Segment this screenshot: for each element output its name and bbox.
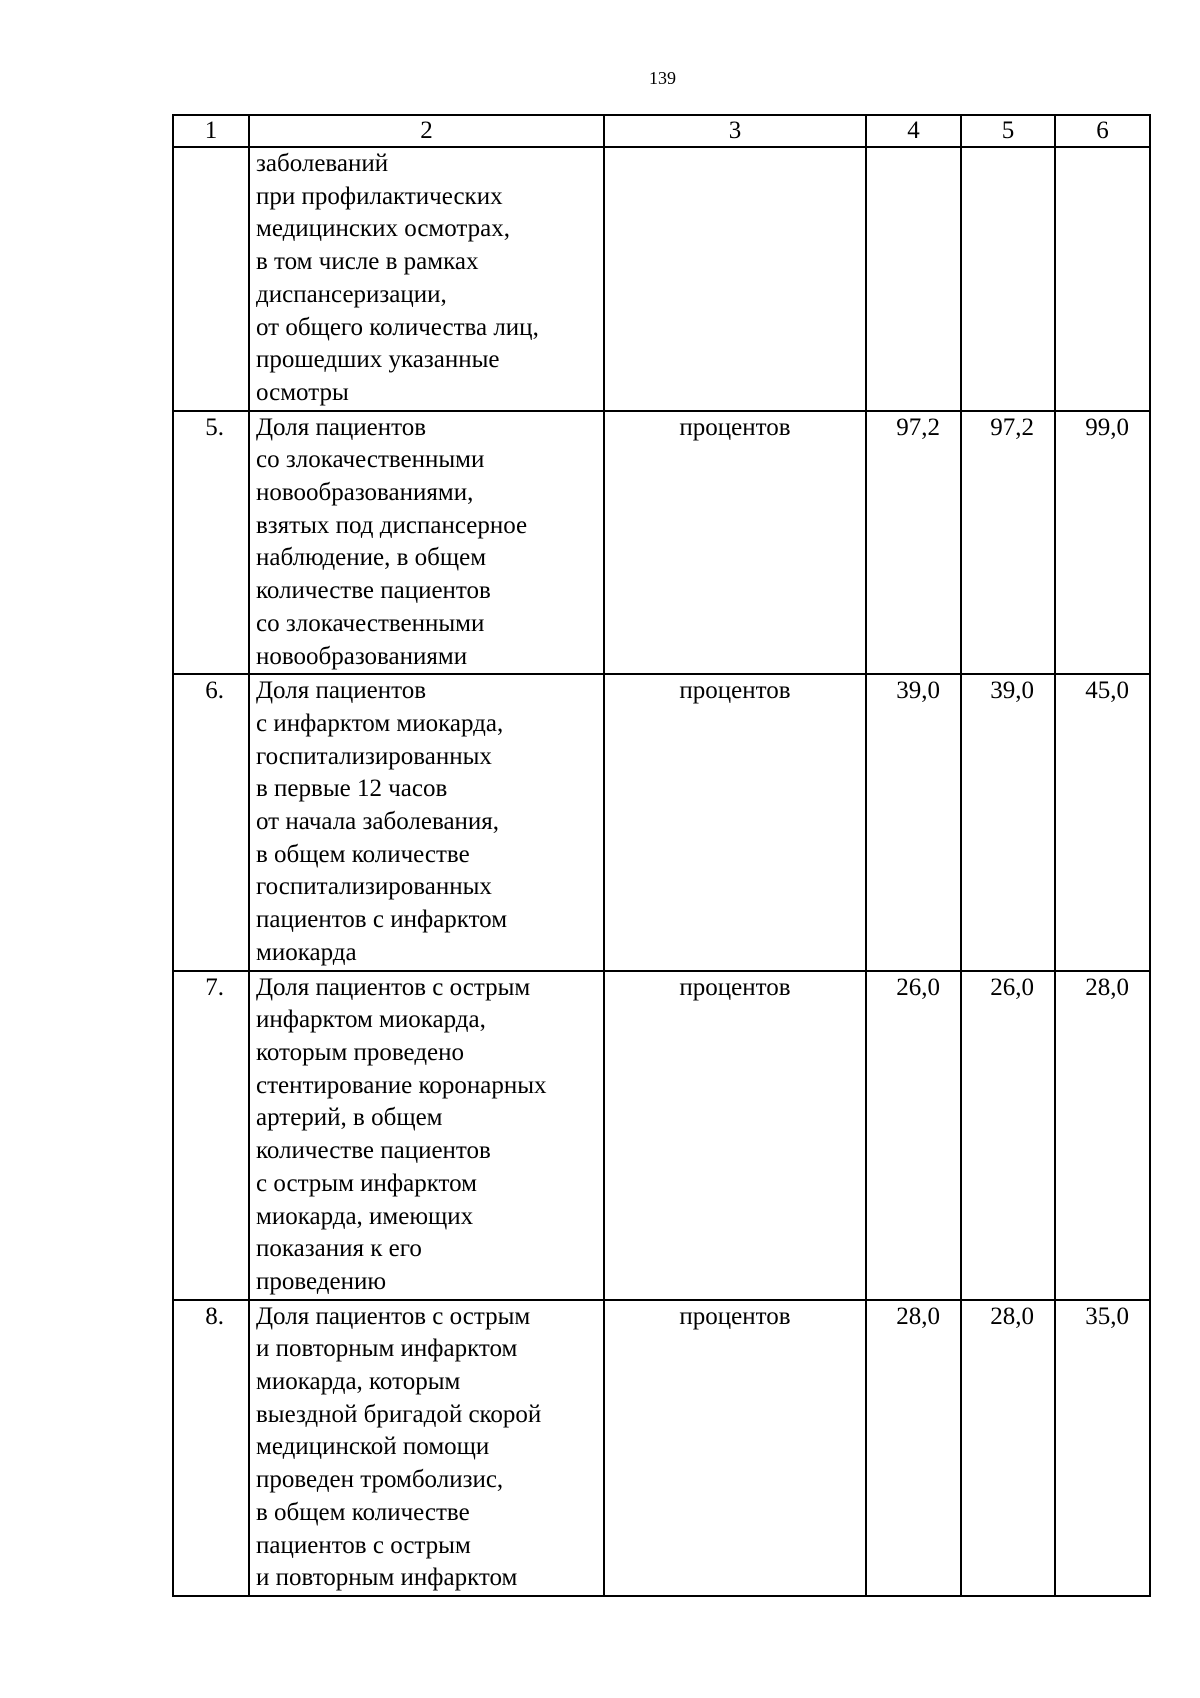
description-line: от начала заболевания, [256, 808, 500, 836]
header-cell: 4 [866, 115, 961, 147]
row-number-cell: 6. [173, 674, 249, 970]
header-cell: 6 [1055, 115, 1150, 147]
header-cell: 1 [173, 115, 249, 147]
description-line: осмотры [256, 378, 349, 406]
table-row [173, 971, 1150, 1300]
description-line: показания к его [256, 1235, 422, 1263]
description-line: миокарда, которым [256, 1368, 461, 1396]
description-line: с инфарктом миокарда, [256, 709, 504, 737]
value-cell-col5: 39,0 [961, 674, 1055, 970]
value-cell-col6: 45,0 [1055, 674, 1150, 970]
table-row [173, 1300, 1150, 1596]
page-number: 139 [649, 68, 676, 88]
description-line: выездной бригадой скорой [256, 1400, 542, 1428]
value-cell-col4: 97,2 [866, 411, 961, 675]
description-line: пациентов с острым [256, 1531, 471, 1559]
unit-cell: процентов [604, 674, 866, 970]
value-cell-col5: 97,2 [961, 411, 1055, 675]
description-line: медицинской помощи [256, 1433, 490, 1461]
description-line: Доля пациентов с острым [256, 1302, 531, 1330]
header-cell: 2 [249, 115, 604, 147]
header-row [173, 115, 1150, 147]
value-cell-col4: 26,0 [866, 971, 961, 1300]
description-line: инфарктом миокарда, [256, 1006, 486, 1034]
description-line: госпитализированных [256, 742, 492, 770]
unit-cell [604, 147, 866, 411]
unit-cell: процентов [604, 1300, 866, 1596]
description-line: артерий, в общем [256, 1104, 443, 1132]
description-line: и повторным инфарктом [256, 1335, 518, 1363]
description-line: количестве пациентов [256, 1137, 491, 1165]
description-line: взятых под диспансерное [256, 511, 528, 539]
table-row [173, 147, 1150, 411]
row-number-cell: 7. [173, 971, 249, 1300]
description-line: стентирование коронарных [256, 1071, 547, 1099]
row-number-cell [173, 147, 249, 411]
value-cell-col6 [1055, 147, 1150, 411]
description-line: заболеваний [256, 150, 389, 177]
description-line: со злокачественными [256, 609, 485, 637]
description-line: миокарда [256, 938, 357, 966]
description-line: Доля пациентов с острым [256, 973, 531, 1001]
description-line: Доля пациентов [256, 413, 427, 441]
description-line: медицинских осмотрах, [256, 215, 510, 243]
description-line: количестве пациентов [256, 577, 491, 605]
value-cell-col4: 28,0 [866, 1300, 961, 1596]
description-line: в том числе в рамках [256, 248, 479, 276]
description-line: проведен тромболизис, [256, 1466, 504, 1494]
description-line: новообразованиями, [256, 479, 474, 507]
description-line: наблюдение, в общем [256, 544, 487, 572]
description-line: пациентов с инфарктом [256, 906, 508, 934]
value-cell-col6: 35,0 [1055, 1300, 1150, 1596]
description-line: прошедших указанные [256, 346, 500, 374]
unit-cell: процентов [604, 971, 866, 1300]
value-cell-col5 [961, 147, 1055, 411]
table-row [173, 674, 1150, 970]
value-cell-col6: 99,0 [1055, 411, 1150, 675]
header-cell: 5 [961, 115, 1055, 147]
header-cell: 3 [604, 115, 866, 147]
value-cell-col5: 28,0 [961, 1300, 1055, 1596]
value-cell-col4 [866, 147, 961, 411]
description-line: миокарда, имеющих [256, 1202, 474, 1230]
indicator-description-cell [249, 411, 604, 675]
indicator-description-cell [249, 674, 604, 970]
value-cell-col6: 28,0 [1055, 971, 1150, 1300]
description-line: диспансеризации, [256, 280, 447, 308]
description-line: проведению [256, 1267, 387, 1295]
value-cell-col5: 26,0 [961, 971, 1055, 1300]
unit-cell: процентов [604, 411, 866, 675]
indicators-table [172, 114, 1151, 1597]
description-line: и повторным инфарктом [256, 1564, 518, 1592]
table-row [173, 411, 1150, 675]
description-line: новообразованиями [256, 642, 468, 670]
row-number-cell: 5. [173, 411, 249, 675]
indicator-description-cell [249, 147, 604, 411]
description-line: с острым инфарктом [256, 1169, 477, 1197]
description-line: от общего количества лиц, [256, 313, 539, 341]
description-line: при профилактических [256, 182, 503, 210]
indicator-description-cell [249, 971, 604, 1300]
description-line: со злокачественными [256, 446, 485, 474]
value-cell-col4: 39,0 [866, 674, 961, 970]
description-line: в общем количестве [256, 1498, 470, 1526]
description-line: госпитализированных [256, 873, 492, 901]
description-line: Доля пациентов [256, 677, 427, 705]
description-line: в первые 12 часов [256, 775, 448, 803]
indicator-description-cell [249, 1300, 604, 1596]
row-number-cell: 8. [173, 1300, 249, 1596]
description-line: в общем количестве [256, 840, 470, 868]
description-line: которым проведено [256, 1038, 465, 1066]
